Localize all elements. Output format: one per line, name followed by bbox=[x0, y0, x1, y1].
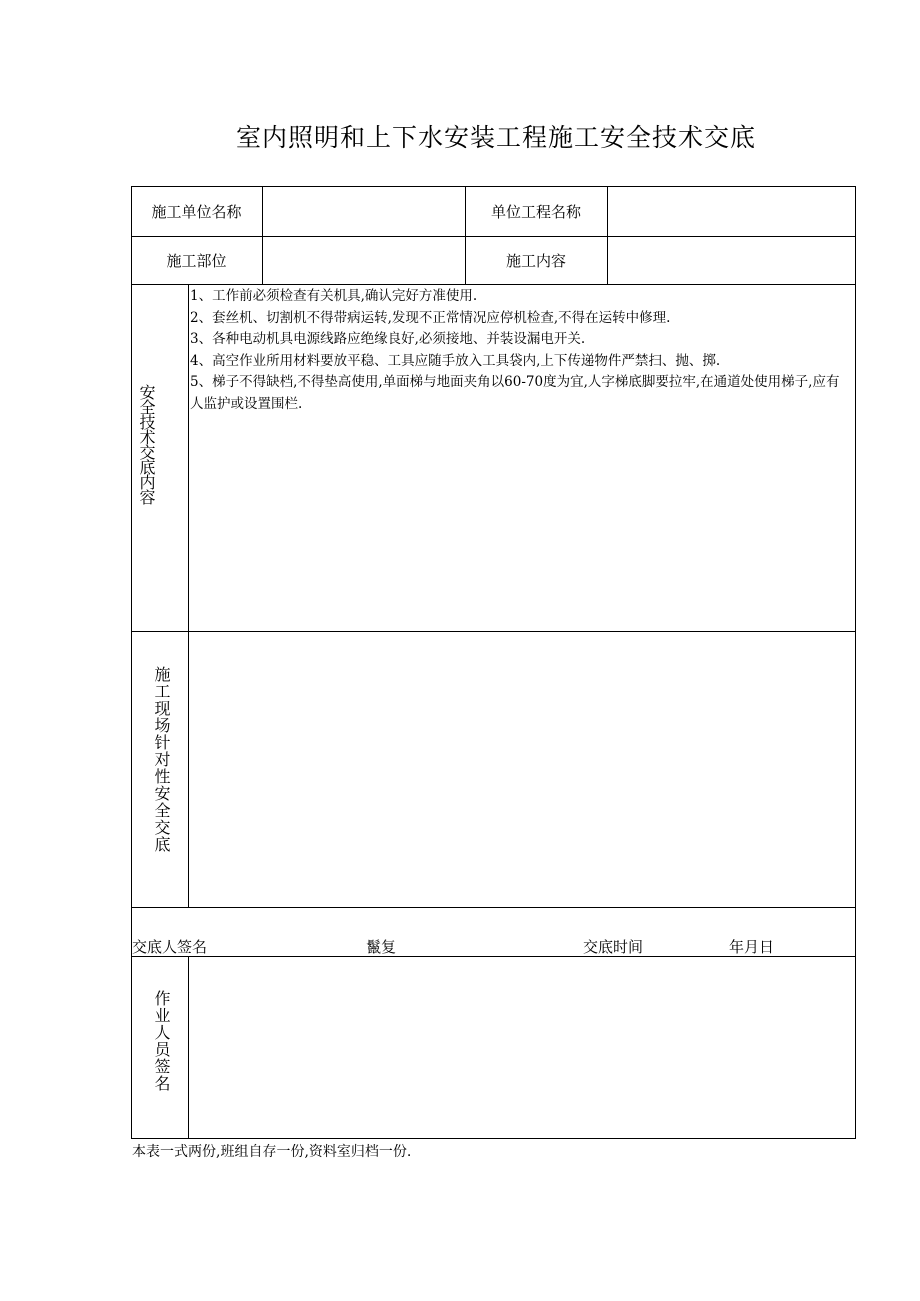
safety-item: 5、梯子不得缺档,不得垫高使用,单面梯与地面夹角以60-70度为宜,人字梯底脚要拉牢,在通道处使用梯子,应有人监护或设置围栏. bbox=[190, 374, 840, 412]
date-label: 年月日 bbox=[729, 938, 775, 956]
project-name-field[interactable] bbox=[608, 186, 856, 236]
construction-part-field[interactable] bbox=[263, 236, 465, 284]
safety-item: 1、工作前必须检查有关机具,确认完好方准使用. bbox=[190, 288, 478, 304]
row-divider bbox=[131, 907, 856, 908]
col-divider bbox=[188, 956, 189, 1139]
discloser-signature-label: 交底人签名 bbox=[132, 938, 208, 956]
safety-label-text: 安全技术交底内容 bbox=[137, 384, 156, 504]
site-content-field[interactable] bbox=[190, 633, 854, 905]
construction-unit-field[interactable] bbox=[263, 186, 465, 236]
col-divider bbox=[188, 284, 189, 907]
construction-content-field[interactable] bbox=[608, 236, 856, 284]
workers-signature-field[interactable] bbox=[190, 958, 854, 1137]
site-label-text: 施工现场针对性安全交底 bbox=[152, 666, 171, 853]
safety-item: 2、套丝机、切割机不得带病运转,发现不正常情况应停机检查,不得在运转中修理. bbox=[190, 309, 671, 326]
page-title: 室内照明和上下水安装工程施工安全技术交底 bbox=[235, 123, 756, 152]
site-label bbox=[146, 666, 176, 853]
project-name-label: 单位工程名称 bbox=[490, 202, 581, 221]
footer-note: 本表一式两份,班组自存一份,资料室归档一份. bbox=[132, 1144, 412, 1160]
construction-unit-label: 施工单位名称 bbox=[151, 202, 242, 221]
construction-content-label: 施工内容 bbox=[505, 251, 566, 270]
row-divider bbox=[131, 284, 856, 285]
workers-label bbox=[146, 990, 176, 1092]
safety-content bbox=[190, 286, 850, 415]
construction-part-label: 施工部位 bbox=[166, 251, 227, 270]
safety-label bbox=[131, 384, 161, 504]
safety-item: 4、高空作业所用材料要放平稳、工具应随手放入工具袋内,上下传递物件严禁扫、抛、掷. bbox=[190, 352, 721, 369]
disclosure-time-label: 交底时间 bbox=[583, 938, 644, 956]
reviewer-label: 鬣复 bbox=[366, 938, 397, 956]
row-divider bbox=[131, 631, 856, 632]
safety-item: 3、各种电动机具电源线路应绝缘良好,必须接地、并装设漏电开关. bbox=[190, 331, 586, 347]
workers-label-text: 作业人员签名 bbox=[152, 990, 171, 1092]
